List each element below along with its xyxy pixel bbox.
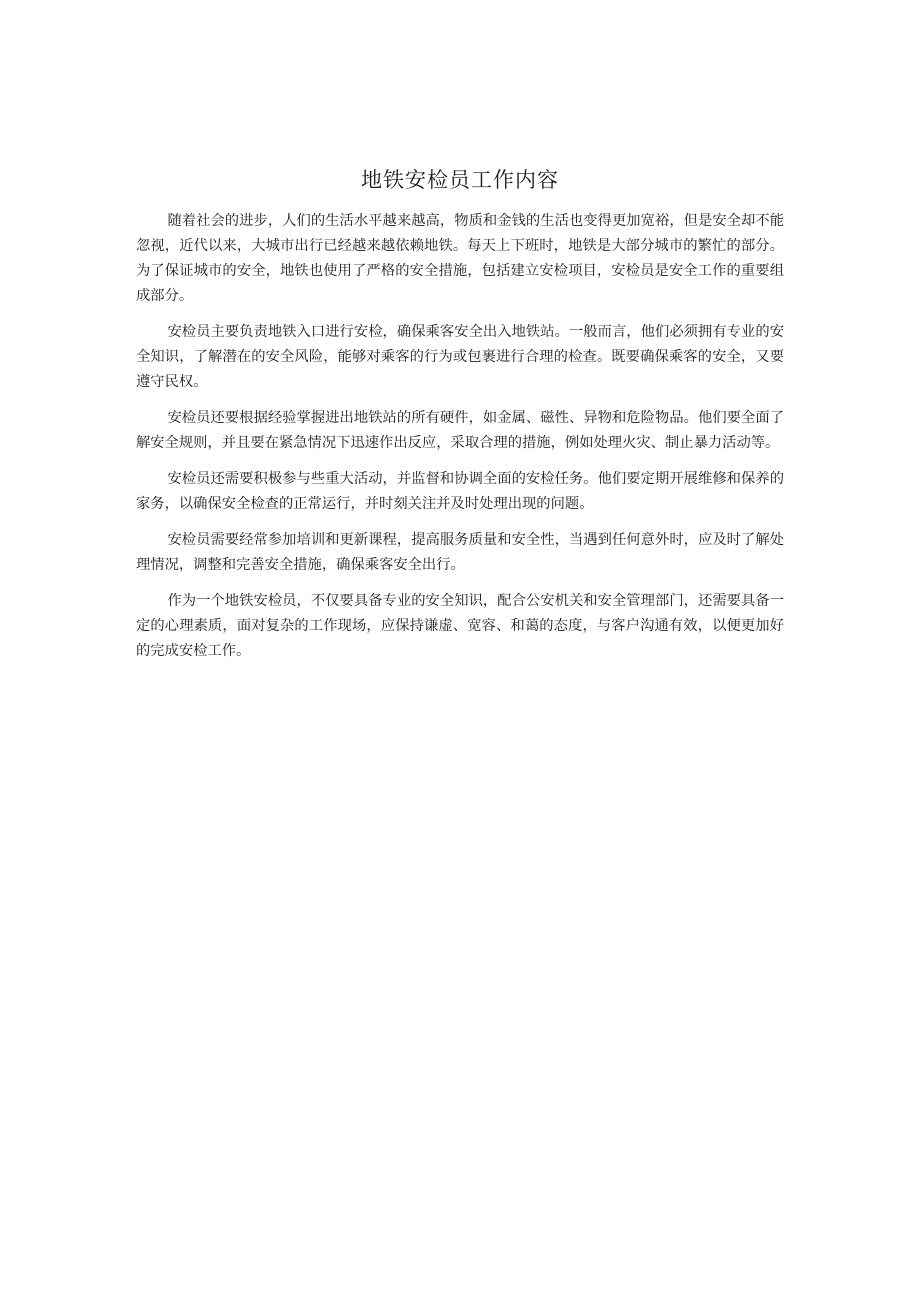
paragraph-3: 安检员还要根据经验掌握进出地铁站的所有硬件，如金属、磁性、异物和危险物品。他们要全面了解安全规则，并且要在紧急情况下迅速作出反应，采取合理的措施，例如处理火灾、制止暴力活动等。 — [136, 410, 784, 451]
paragraph-4: 安检员还需要积极参与些重大活动，并监督和协调全面的安检任务。他们要定期开展维修和保养的家务，以确保安全检查的正常运行，并时刻关注并及时处理出现的问题。 — [136, 471, 784, 512]
document-body — [136, 209, 784, 675]
paragraph-6: 作为一个地铁安检员，不仅要具备专业的安全知识，配合公安机关和安全管理部门，还需要具备一定的心理素质，面对复杂的工作现场，应保持谦虚、宽容、和蔼的态度，与客户沟通有效，以便更加好的完成安检工作。 — [136, 593, 784, 659]
paragraph-1: 随着社会的进步，人们的生活水平越来越高，物质和金钱的生活也变得更加宽裕，但是安全却不能忽视，近代以来，大城市出行已经越来越依赖地铁。每天上下班时，地铁是大部分城市的繁忙的部分。为了保证城市的安全，地铁也使用了严格的安全措施，包括建立安检项目，安检员是安全工作的重要组成部分。 — [136, 213, 784, 304]
paragraph-2: 安检员主要负责地铁入口进行安检，确保乘客安全出入地铁站。一般而言，他们必须拥有专业的安全知识，了解潜在的安全风险，能够对乘客的行为或包裹进行合理的检查。既要确保乘客的安全，又要遵守民权。 — [136, 324, 784, 390]
document-title: 地铁安检员工作内容 — [361, 168, 559, 192]
paragraph-5: 安检员需要经常参加培训和更新课程，提高服务质量和安全性，当遇到任何意外时，应及时了解处理情况，调整和完善安全措施，确保乘客安全出行。 — [136, 532, 784, 573]
